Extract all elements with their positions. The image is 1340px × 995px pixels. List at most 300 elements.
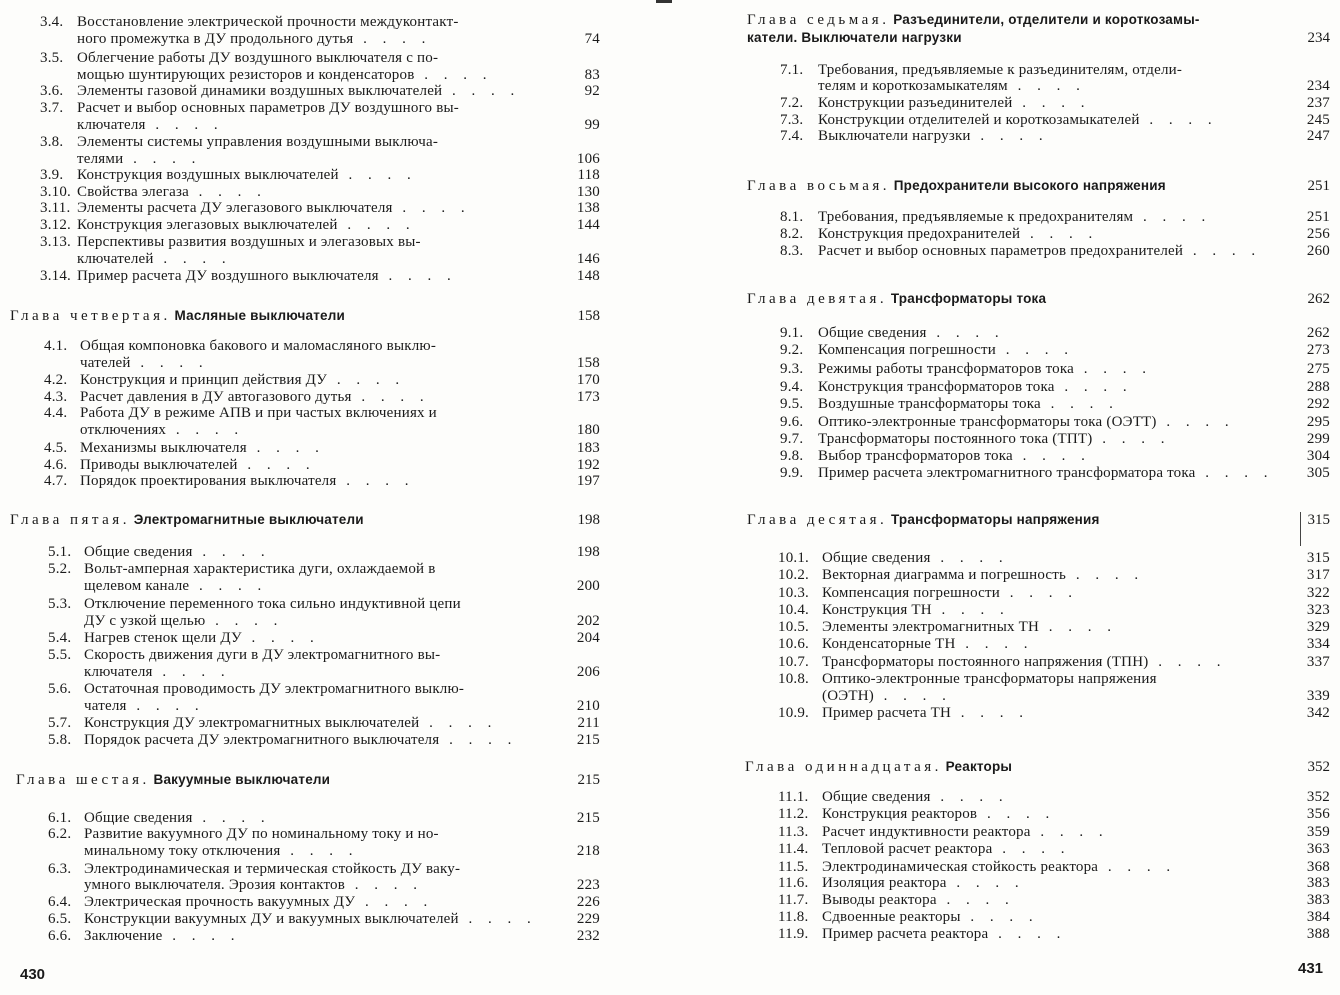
toc-entry: [780, 62, 1330, 79]
page-ref: 363: [1306, 841, 1330, 857]
toc-entry: [80, 355, 600, 372]
section-title: Векторная диаграмма и погрешность: [822, 567, 1067, 583]
page-ref: 192: [576, 457, 600, 473]
dot-leader: . . . .: [419, 715, 498, 731]
section-number: 3.9.: [40, 167, 64, 183]
toc-entry: [44, 405, 600, 422]
section-number: 3.14.: [40, 268, 71, 284]
chapter-heading: [747, 511, 1330, 529]
toc-entry: [40, 184, 600, 201]
section-title: Оптико-электронные трансформаторы напряжения: [822, 671, 1157, 687]
toc-entry: [780, 226, 1330, 243]
section-title: Отключение переменного тока сильно индуктивной цепи: [84, 596, 461, 612]
section-title: Конструкция элегазовых выключателей: [77, 217, 338, 233]
dot-leader: . . . .: [166, 422, 245, 438]
page-ref: 229: [576, 911, 600, 927]
section-title: Электродинамическая и термическая стойкость ДУ ваку-: [84, 861, 461, 877]
section-number: 10.7.: [778, 654, 809, 670]
section-title: Электродинамическая стойкость реактора: [822, 859, 1099, 875]
section-title: Выключатели нагрузки: [818, 128, 971, 144]
dot-leader: . . . .: [162, 928, 241, 944]
section-number: 11.1.: [778, 789, 809, 805]
chapter-label: Глава девятая.: [747, 291, 888, 307]
toc-entry: [778, 619, 1330, 636]
section-title: минальному току отключения: [84, 843, 281, 859]
page-ref: 247: [1306, 128, 1330, 144]
section-number: 5.6.: [48, 681, 72, 697]
chapter-page: 262: [1307, 291, 1330, 307]
section-title: телями: [77, 151, 124, 167]
margin-mark: [1300, 512, 1301, 546]
section-title: Нагрев стенок щели ДУ: [84, 630, 242, 646]
section-title: Заключение: [84, 928, 163, 944]
dot-leader: . . . .: [351, 389, 430, 405]
page-ref: 215: [576, 810, 600, 826]
dot-leader: . . . .: [145, 117, 224, 133]
section-number: 5.8.: [48, 732, 72, 748]
toc-entry: [48, 911, 600, 928]
toc-entry: [77, 117, 600, 134]
toc-entry: [40, 14, 600, 31]
section-title: Порядок расчета ДУ электромагнитного выключателя: [84, 732, 440, 748]
section-number: 10.5.: [778, 619, 809, 635]
section-title: телям и короткозамыкателям: [818, 78, 1008, 94]
section-number: 4.6.: [44, 457, 68, 473]
section-title: Восстановление электрической прочности междуконтакт-: [77, 14, 459, 30]
section-number: 9.8.: [780, 448, 804, 464]
toc-entry: [780, 128, 1330, 145]
section-number: 5.3.: [48, 596, 72, 612]
toc-entry: [40, 83, 600, 100]
section-number: 11.7.: [778, 892, 809, 908]
section-title: Общая компоновка бакового и маломасляного выклю-: [80, 338, 437, 354]
dot-leader: . . . .: [1000, 585, 1079, 601]
dot-leader: . . . .: [1030, 824, 1109, 840]
toc-entry: [48, 928, 600, 945]
page-ref: 295: [1306, 414, 1330, 430]
section-title: Элементы газовой динамики воздушных выключателей: [77, 83, 443, 99]
page-ref: 197: [576, 473, 600, 489]
toc-entry: [778, 875, 1330, 892]
toc-entry: [40, 100, 600, 117]
section-title: Конструкция ДУ электромагнитных выключателей: [84, 715, 420, 731]
section-title: Расчет индуктивности реактора: [822, 824, 1031, 840]
toc-entry: [780, 95, 1330, 112]
section-number: 3.6.: [40, 83, 64, 99]
dot-leader: . . . .: [1195, 465, 1274, 481]
section-number: 3.12.: [40, 217, 71, 233]
page-ref: 218: [576, 843, 600, 859]
section-number: 10.9.: [778, 705, 809, 721]
chapter-heading: [745, 758, 1330, 776]
section-title: Остаточная проводимость ДУ электромагнитного выклю-: [84, 681, 465, 697]
page-ref: 170: [576, 372, 600, 388]
page-ref: 226: [576, 894, 600, 910]
toc-entry: [778, 926, 1330, 943]
toc-entry: [77, 251, 600, 268]
page-ref: 337: [1306, 654, 1330, 670]
dot-leader: . . . .: [951, 705, 1030, 721]
section-title: Порядок проектирования выключателя: [80, 473, 337, 489]
section-title: Выводы реактора: [822, 892, 937, 908]
dot-leader: . . . .: [930, 550, 1009, 566]
toc-entry: [48, 810, 600, 827]
dot-leader: . . . .: [188, 184, 267, 200]
toc-entry: [778, 705, 1330, 722]
toc-entry: [44, 372, 600, 389]
dot-leader: . . . .: [126, 698, 205, 714]
page-ref: 317: [1306, 567, 1330, 583]
dot-leader: . . . .: [192, 810, 271, 826]
chapter-title: Электромагнитные выключатели: [133, 512, 364, 527]
dot-leader: . . . .: [153, 251, 232, 267]
section-title: Требования, предъявляемые к разъединителям, отдели-: [818, 62, 1183, 78]
toc-entry: [77, 67, 600, 84]
dot-leader: . . . .: [189, 578, 268, 594]
chapter-label: Глава четвертая.: [10, 308, 171, 324]
chapter-title: Предохранители высокого напряжения: [893, 178, 1166, 193]
section-number: 10.6.: [778, 636, 809, 652]
section-title: (ОЭТН): [822, 688, 874, 704]
dot-leader: . . . .: [960, 909, 1039, 925]
section-title: Расчет давления в ДУ автогазового дутья: [80, 389, 352, 405]
page-number-right: 431: [1298, 960, 1324, 977]
chapter-title: Разъединители, отделители и короткозамы-: [893, 12, 1200, 27]
toc-entry: [780, 243, 1330, 260]
dot-leader: . . . .: [955, 636, 1034, 652]
toc-entry: [780, 448, 1330, 465]
page-ref: 99: [584, 117, 600, 133]
section-number: 11.3.: [778, 824, 809, 840]
section-title: Конструкции отделителей и короткозамыкателей: [818, 112, 1140, 128]
dot-leader: . . . .: [1183, 243, 1262, 259]
section-number: 10.8.: [778, 671, 809, 687]
toc-entry: [822, 688, 1330, 705]
toc-entry: [80, 422, 600, 439]
section-title: Выбор трансформаторов тока: [818, 448, 1013, 464]
chapter-title: Трансформаторы напряжения: [891, 512, 1100, 527]
toc-entry: [77, 31, 600, 48]
toc-entry: [778, 602, 1330, 619]
dot-leader: . . . .: [123, 151, 202, 167]
section-number: 11.8.: [778, 909, 809, 925]
toc-entry: [780, 396, 1330, 413]
section-title: Пример расчета ТН: [822, 705, 952, 721]
section-number: 11.4.: [778, 841, 809, 857]
section-title: Режимы работы трансформаторов тока: [818, 361, 1074, 377]
page-ref: 275: [1306, 361, 1330, 377]
section-number: 8.3.: [780, 243, 804, 259]
toc-entry: [778, 789, 1330, 806]
toc-entry: [778, 841, 1330, 858]
section-title: Изоляция реактора: [822, 875, 947, 891]
toc-entry: [48, 894, 600, 911]
section-title: Механизмы выключателя: [80, 440, 247, 456]
section-number: 3.11.: [40, 200, 71, 216]
section-title: Развитие вакуумного ДУ по номинальному току и но-: [84, 826, 439, 842]
toc-entry: [48, 861, 600, 878]
dot-leader: . . . .: [946, 875, 1025, 891]
page-ref: 256: [1306, 226, 1330, 242]
section-title: Приводы выключателей: [80, 457, 238, 473]
section-number: 3.8.: [40, 134, 64, 150]
toc-entry: [40, 268, 600, 285]
chapter-label: Глава восьмая.: [747, 178, 891, 194]
dot-leader: . . . .: [1139, 112, 1218, 128]
page-ref: 260: [1306, 243, 1330, 259]
page-ref: 148: [576, 268, 600, 284]
section-title: Перспективы развития воздушных и элегазовых вы-: [77, 234, 421, 250]
section-title: Элементы электромагнитных ТН: [822, 619, 1040, 635]
section-number: 9.6.: [780, 414, 804, 430]
section-title: Трансформаторы постоянного напряжения (ТПН): [822, 654, 1149, 670]
dot-leader: . . . .: [378, 268, 457, 284]
section-number: 11.5.: [778, 859, 809, 875]
toc-entry: [44, 473, 600, 490]
section-title: Компенсация погрешности: [822, 585, 1001, 601]
section-number: 5.7.: [48, 715, 72, 731]
page-ref: 223: [576, 877, 600, 893]
section-title: Облегчение работы ДУ воздушного выключателя с по-: [77, 50, 439, 66]
section-number: 10.3.: [778, 585, 809, 601]
toc-entry: [44, 457, 600, 474]
section-number: 6.4.: [48, 894, 72, 910]
dot-leader: . . . .: [355, 894, 434, 910]
section-number: 5.1.: [48, 544, 72, 560]
page-ref: 388: [1306, 926, 1330, 942]
page-number-left: 430: [20, 966, 46, 983]
chapter-title-continued: катели. Выключатели нагрузки: [747, 30, 962, 45]
dot-leader: . . . .: [392, 200, 471, 216]
dot-leader: . . . .: [873, 688, 952, 704]
dot-leader: . . . .: [992, 841, 1071, 857]
section-number: 4.5.: [44, 440, 68, 456]
section-number: 11.2.: [778, 806, 809, 822]
page-ref: 144: [576, 217, 600, 233]
toc-entry: [77, 151, 600, 168]
section-number: 6.6.: [48, 928, 72, 944]
toc-entry: [778, 892, 1330, 909]
toc-entry: [780, 431, 1330, 448]
section-number: 7.2.: [780, 95, 804, 111]
page-ref: 334: [1306, 636, 1330, 652]
dot-leader: . . . .: [1098, 859, 1177, 875]
section-number: 3.13.: [40, 234, 71, 250]
chapter-title: Трансформаторы тока: [890, 291, 1047, 306]
dot-leader: . . . .: [1039, 619, 1118, 635]
chapter-page: 251: [1307, 178, 1330, 194]
section-number: 10.1.: [778, 550, 809, 566]
toc-entry: [778, 585, 1330, 602]
toc-entry: [780, 361, 1330, 378]
page-ref: 173: [576, 389, 600, 405]
section-number: 4.2.: [44, 372, 68, 388]
section-title: чателей: [80, 355, 131, 371]
page-ref: 356: [1306, 806, 1330, 822]
toc-entry: [780, 414, 1330, 431]
section-number: 9.1.: [780, 325, 804, 341]
toc-entry: [40, 134, 600, 151]
section-title: Свойства элегаза: [77, 184, 189, 200]
page-ref: 368: [1306, 859, 1330, 875]
section-number: 3.10.: [40, 184, 71, 200]
section-number: 9.4.: [780, 379, 804, 395]
section-title: Электрическая прочность вакуумных ДУ: [84, 894, 356, 910]
dot-leader: . . . .: [458, 911, 537, 927]
dot-leader: . . . .: [337, 217, 416, 233]
page-ref: 383: [1306, 875, 1330, 891]
page-ref: 232: [576, 928, 600, 944]
toc-entry: [40, 50, 600, 67]
dot-leader: . . . .: [936, 892, 1015, 908]
section-title: Требования, предъявляемые к предохранителям: [818, 209, 1134, 225]
section-title: умного выключателя. Эрозия контактов: [84, 877, 346, 893]
toc-entry: [778, 654, 1330, 671]
dot-leader: . . . .: [414, 67, 493, 83]
toc-entry: [48, 596, 600, 613]
page-ref: 92: [584, 83, 600, 99]
section-number: 9.2.: [780, 342, 804, 358]
page-ref: 83: [584, 67, 600, 83]
toc-entry: [40, 217, 600, 234]
toc-entry: [780, 379, 1330, 396]
section-number: 8.2.: [780, 226, 804, 242]
toc-entry: [84, 613, 600, 630]
section-number: 7.3.: [780, 112, 804, 128]
section-number: 4.7.: [44, 473, 68, 489]
section-number: 4.3.: [44, 389, 68, 405]
page-ref: 234: [1306, 78, 1330, 94]
chapter-title: Реакторы: [945, 759, 1013, 774]
section-title: щелевом канале: [84, 578, 190, 594]
dot-leader: . . . .: [152, 664, 231, 680]
section-number: 3.7.: [40, 100, 64, 116]
section-title: ключателя: [77, 117, 146, 133]
chapter-heading-line2: [747, 29, 1330, 47]
toc-entry: [780, 209, 1330, 226]
page-ref: 210: [576, 698, 600, 714]
dot-leader: . . . .: [1012, 95, 1091, 111]
dot-leader: . . . .: [1040, 396, 1119, 412]
section-number: 5.4.: [48, 630, 72, 646]
toc-entry: [44, 389, 600, 406]
section-title: Общие сведения: [84, 544, 193, 560]
page-ref: 304: [1306, 448, 1330, 464]
dot-leader: . . . .: [1066, 567, 1145, 583]
page-ref: 322: [1306, 585, 1330, 601]
dot-leader: . . . .: [439, 732, 518, 748]
toc-entry: [778, 567, 1330, 584]
section-title: Общие сведения: [84, 810, 193, 826]
page-ref: 211: [577, 715, 600, 731]
chapter-page: 234: [1307, 30, 1330, 46]
section-title: Расчет и выбор основных параметров предохранителей: [818, 243, 1184, 259]
dot-leader: . . . .: [130, 355, 209, 371]
dot-leader: . . . .: [926, 325, 1005, 341]
section-title: Элементы расчета ДУ элегазового выключателя: [77, 200, 393, 216]
section-number: 7.4.: [780, 128, 804, 144]
page-ref: 251: [1306, 209, 1330, 225]
chapter-title: Масляные выключатели: [174, 308, 346, 323]
dot-leader: . . . .: [345, 877, 424, 893]
section-title: Конструкция реакторов: [822, 806, 978, 822]
page-ref: 106: [576, 151, 600, 167]
page-ref: 288: [1306, 379, 1330, 395]
dot-leader: . . . .: [930, 789, 1009, 805]
dot-leader: . . . .: [192, 544, 271, 560]
page-ref: 202: [576, 613, 600, 629]
toc-entry: [40, 234, 600, 251]
chapter-label: Глава одиннадцатая.: [745, 759, 942, 775]
toc-entry: [780, 112, 1330, 129]
dot-leader: . . . .: [336, 473, 415, 489]
toc-entry: [48, 732, 600, 749]
page-ref: 273: [1306, 342, 1330, 358]
section-title: ключателя: [84, 664, 153, 680]
dot-leader: . . . .: [996, 342, 1075, 358]
section-title: мощью шунтирующих резисторов и конденсаторов: [77, 67, 415, 83]
page-ref: 138: [576, 200, 600, 216]
toc-entry: [48, 715, 600, 732]
toc-entry: [778, 550, 1330, 567]
dot-leader: . . . .: [280, 843, 359, 859]
toc-entry: [48, 681, 600, 698]
toc-entry: [84, 877, 600, 894]
page-ref: 180: [576, 422, 600, 438]
chapter-page: 198: [577, 512, 600, 528]
dot-leader: . . . .: [205, 613, 284, 629]
section-title: отключениях: [80, 422, 167, 438]
section-title: Тепловой расчет реактора: [822, 841, 993, 857]
chapter-label: Глава седьмая.: [747, 12, 890, 28]
page-ref: 146: [576, 251, 600, 267]
toc-entry: [818, 78, 1330, 95]
section-title: Пример расчета реактора: [822, 926, 989, 942]
section-number: 10.4.: [778, 602, 809, 618]
page-ref: 329: [1306, 619, 1330, 635]
page-ref: 215: [576, 732, 600, 748]
page-ref: 130: [576, 184, 600, 200]
right-page: [670, 0, 1340, 995]
section-title: Элементы системы управления воздушными выключа-: [77, 134, 439, 150]
page-ref: 206: [576, 664, 600, 680]
section-number: 9.3.: [780, 361, 804, 377]
section-number: 11.9.: [778, 926, 809, 942]
toc-entry: [40, 200, 600, 217]
page-ref: 299: [1306, 431, 1330, 447]
section-title: Компенсация погрешности: [818, 342, 997, 358]
section-number: 10.2.: [778, 567, 809, 583]
dot-leader: . . . .: [1156, 414, 1235, 430]
section-number: 6.2.: [48, 826, 72, 842]
section-number: 3.5.: [40, 50, 64, 66]
page-ref: 292: [1306, 396, 1330, 412]
section-title: Общие сведения: [822, 550, 931, 566]
section-title: Пример расчета электромагнитного трансформатора тока: [818, 465, 1196, 481]
section-title: Конструкция предохранителей: [818, 226, 1021, 242]
section-title: Трансформаторы постоянного тока (ТПТ): [818, 431, 1093, 447]
section-title: Вольт-амперная характеристика дуги, охлаждаемой в: [84, 561, 436, 577]
chapter-label: Глава десятая.: [747, 512, 888, 528]
page-ref: 118: [577, 167, 600, 183]
section-number: 9.9.: [780, 465, 804, 481]
section-title: Работа ДУ в режиме АПВ и при частых включениях и: [80, 405, 437, 421]
section-number: 6.1.: [48, 810, 72, 826]
section-title: ключателей: [77, 251, 154, 267]
toc-entry: [778, 636, 1330, 653]
chapter-heading: [747, 177, 1330, 195]
toc-entry: [84, 664, 600, 681]
